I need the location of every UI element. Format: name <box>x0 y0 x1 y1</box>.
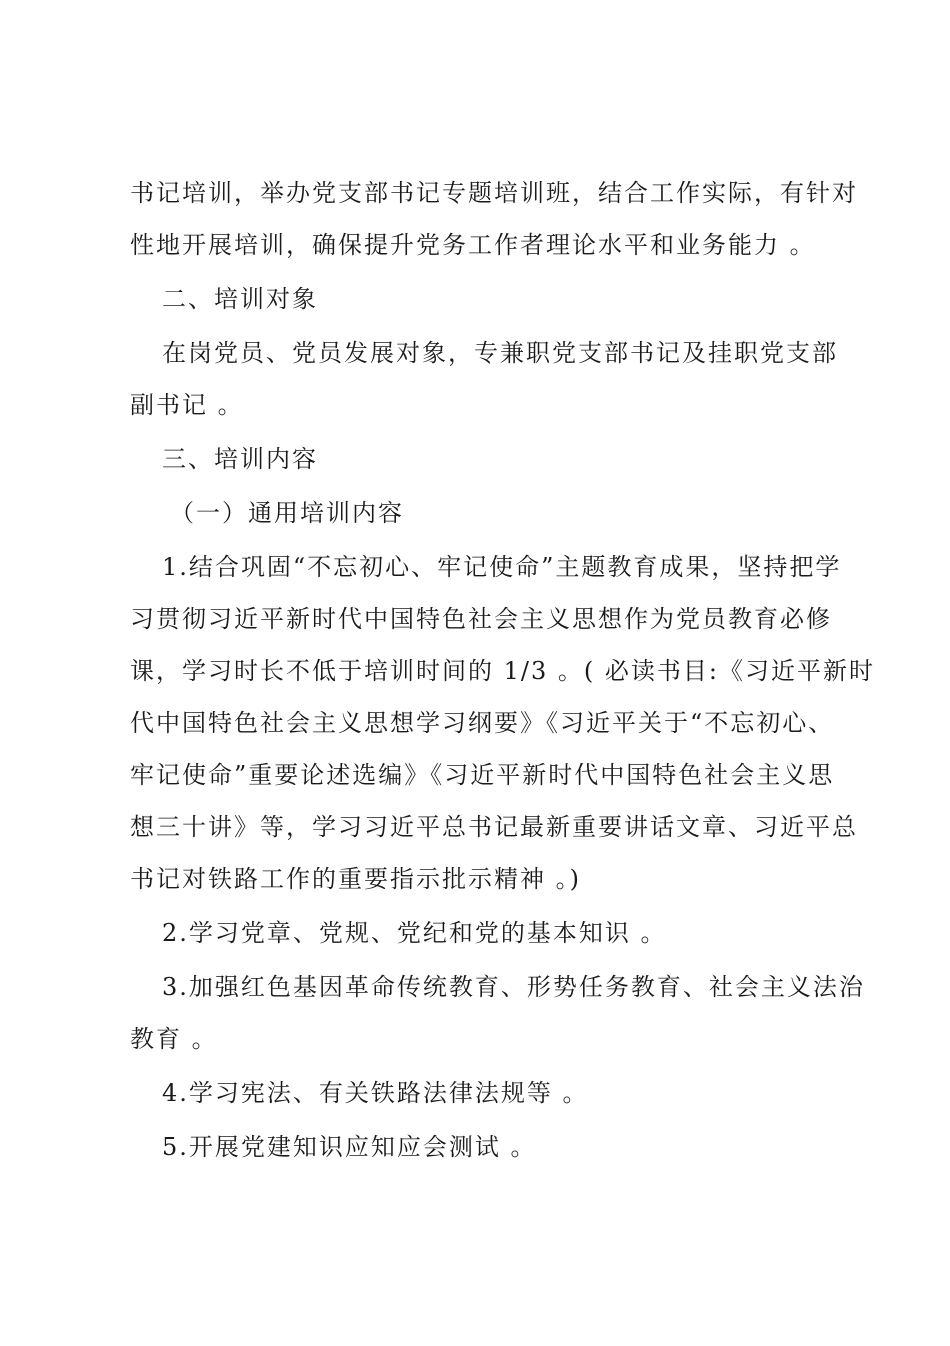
paragraph-line: 书记培训，举办党支部书记专题培训班，结合工作实际，有针对 <box>130 179 858 207</box>
list-item-line: 习贯彻习近平新时代中国特色社会主义思想作为党员教育必修 <box>130 605 832 633</box>
list-item-line: 3.加强红色基因革命传统教育、形势任务教育、社会主义法治 <box>162 973 865 1001</box>
section-heading: 三、培训内容 <box>162 445 318 473</box>
list-item-line: 想三十讲》等，学习习近平总书记最新重要讲话文章、习近平总 <box>130 813 858 841</box>
list-item-line: 课，学习时长不低于培训时间的 1/3 。( 必读书目:《习近平新时 <box>130 657 875 685</box>
list-item-line: 代中国特色社会主义思想学习纲要》《习近平关于“不忘初心、 <box>130 709 835 737</box>
list-item-line: 1.结合巩固“不忘初心、牢记使命”主题教育成果，坚持把学 <box>162 553 842 581</box>
list-item-line: 书记对铁路工作的重要指示批示精神 。) <box>130 865 581 893</box>
paragraph-line: 在岗党员、党员发展对象，专兼职党支部书记及挂职党支部 <box>162 339 838 367</box>
paragraph-line: 副书记 。 <box>130 391 244 419</box>
list-item-line: 牢记使命”重要论述选编》《习近平新时代中国特色社会主义思 <box>130 761 835 789</box>
list-item-line: 5.开展党建知识应知应会测试 。 <box>162 1133 537 1161</box>
list-item-line: 4.学习宪法、有关铁路法律法规等 。 <box>162 1079 589 1107</box>
document-page <box>130 176 875 1164</box>
paragraph-line: 性地开展培训，确保提升党务工作者理论水平和业务能力 。 <box>130 231 816 259</box>
list-item-line: 2.学习党章、党规、党纪和党的基本知识 。 <box>162 919 667 947</box>
section-heading: 二、培训对象 <box>162 285 318 313</box>
list-item-line: 教育 。 <box>130 1025 218 1053</box>
subsection-heading: （一）通用培训内容 <box>170 499 404 527</box>
